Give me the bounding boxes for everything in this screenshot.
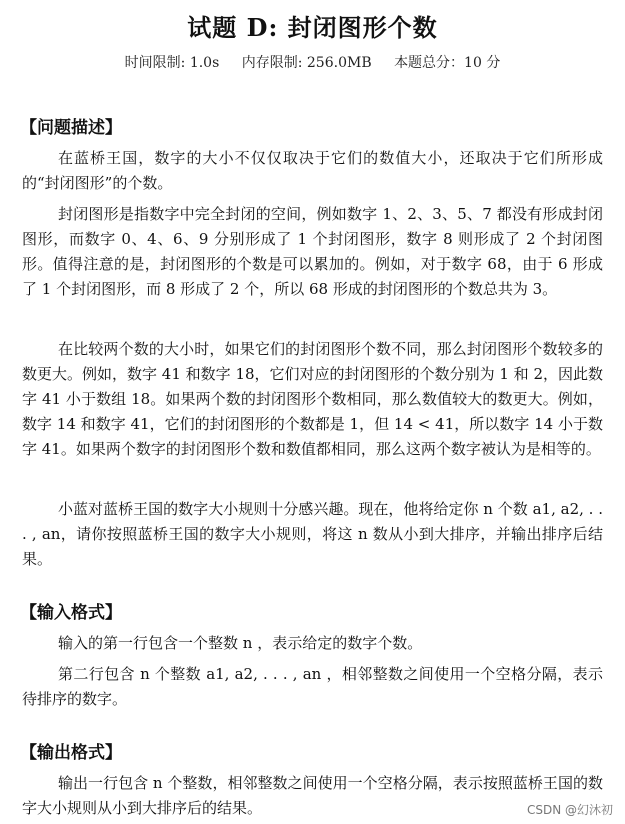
input-heading: 【输入格式】 xyxy=(20,603,122,623)
description-paragraph-2: 封闭图形是指数字中完全封闭的空间，例如数字 1、2、3、5、7 都没有形成封闭图形，而数字 0、4、6、9 分别形成了 1 个封闭图形，数字 8 则形成了 2 个封闭图形。值得注意的是，封闭图形的个数是可以累加的。例如，对于数字 68，由于 6 形成了 1 个封闭图形，而 8 形成了 2 个，所以 68 形成的封闭图形的个数总共为 3。 xyxy=(22,205,603,298)
description-heading: 【问题描述】 xyxy=(20,118,122,138)
problem-title: 试题 D: 封闭图形个数 xyxy=(187,13,438,42)
description-paragraph-3: 在比较两个数的大小时，如果它们的封闭图形个数不同，那么封闭图形个数较多的数更大。例如，数字 41 和数字 18，它们对应的封闭图形的个数分别为 1 和 2，因此数字 41 小于数组 18。如果两个数的封闭图形个数相同，那么数值较大的数更大。例如，数字 14 和数字 41，它们的封闭图形的个数都是 1，但 14 < 41，所以数字 14 小于数字 41。如果两个数字的封闭图形个数和数值都相同，那么这两个数字被认为是相等的。 xyxy=(22,340,603,458)
description-paragraph-4: 小蓝对蓝桥王国的数字大小规则十分感兴趣。现在，他将给定你 n 个数 a1, a2, . . . , an，请你按照蓝桥王国的数字大小规则，将这 n 数从小到大排序，并输出排序后结果。 xyxy=(22,500,603,568)
total-score: 本题总分：10 分 xyxy=(394,55,501,71)
description-paragraph-1: 在蓝桥王国，数字的大小不仅仅取决于它们的数值大小，还取决于它们所形成的“封闭图形”的个数。 xyxy=(22,149,603,192)
input-paragraph-2: 第二行包含 n 个整数 a1, a2, . . . , an ，相邻整数之间使用一个空格分隔，表示待排序的数字。 xyxy=(22,665,603,708)
output-paragraph-1: 输出一行包含 n 个整数，相邻整数之间使用一个空格分隔，表示按照蓝桥王国的数字大小规则从小到大排序后的结果。 xyxy=(22,774,603,817)
problem-limits xyxy=(0,52,625,72)
time-limit: 时间限制: 1.0s xyxy=(124,55,220,71)
csdn-watermark: CSDN @幻沐初 xyxy=(526,803,613,817)
memory-limit: 内存限制: 256.0MB xyxy=(241,55,372,71)
output-heading: 【输出格式】 xyxy=(20,743,122,763)
input-paragraph-1: 输入的第一行包含一个整数 n ，表示给定的数字个数。 xyxy=(58,634,423,652)
